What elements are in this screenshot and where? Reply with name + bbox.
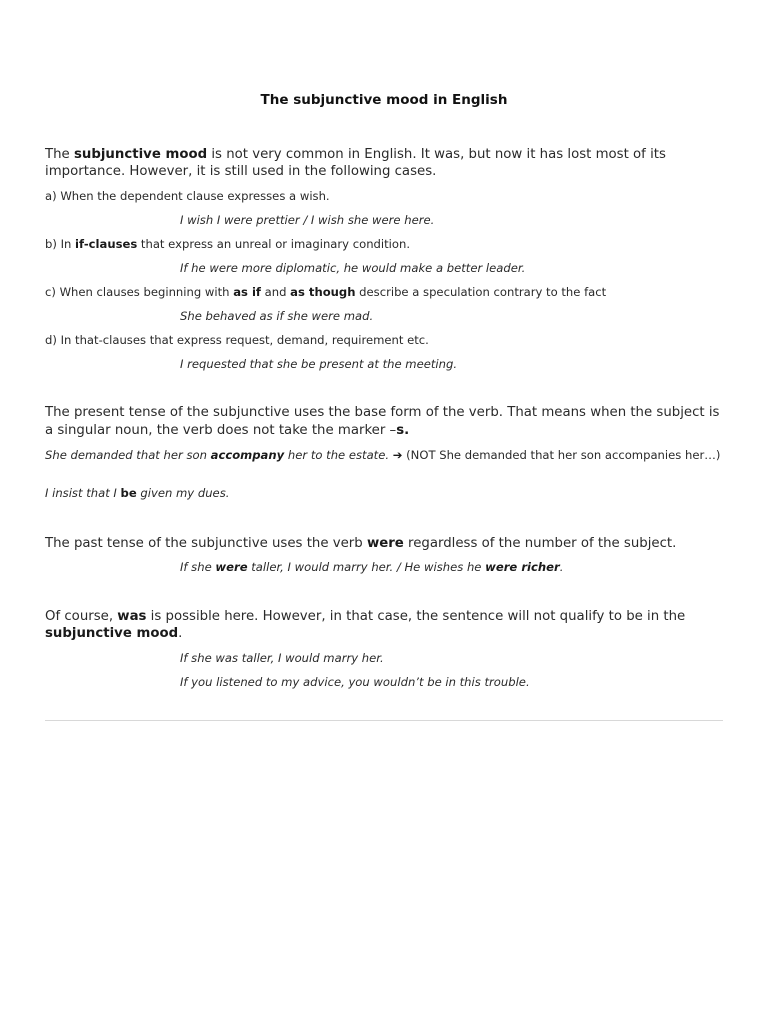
arrow-icon: ➔ xyxy=(392,448,403,462)
past-example xyxy=(180,560,740,575)
past-ex-italic-mid: taller, I would marry her. / He wishes he xyxy=(247,560,486,574)
was-bold: was xyxy=(117,609,147,624)
past-text-rest: regardless of the number of the subject. xyxy=(403,536,677,551)
was-bold-subjunctive-mood: subjunctive mood xyxy=(45,626,179,641)
present-tense-paragraph xyxy=(45,404,725,440)
case-c-text-and: and xyxy=(260,285,291,299)
case-b xyxy=(45,237,725,252)
present-ex2-italic-rest: given my dues. xyxy=(136,486,230,500)
case-c-text-rest: describe a speculation contrary to the fact xyxy=(355,285,607,299)
past-tense-paragraph xyxy=(45,535,725,552)
present-ex1-italic: She demanded that her son xyxy=(45,448,211,462)
intro-bold-term: subjunctive mood xyxy=(73,147,208,162)
intro-text-rest: is not very common in English. It was, but now it has lost most of its importance. However, it is still used in the following cases. xyxy=(45,147,666,179)
intro-paragraph xyxy=(45,146,725,180)
past-ex-italic: If she xyxy=(180,560,216,574)
past-ex-italic-end: . xyxy=(559,560,564,574)
present-ex1-bold: accompany xyxy=(210,448,285,462)
was-example-1: If she was taller, I would marry her. xyxy=(180,651,384,665)
was-paragraph xyxy=(45,608,725,642)
case-d: d) In that-clauses that express request, demand, requirement etc. xyxy=(45,333,429,347)
case-c xyxy=(45,285,725,300)
present-text: The present tense of the subjunctive uses the base form of the verb. That means when the subject is a singular noun, the verb does not take the marker – xyxy=(45,405,720,438)
was-text-end: . xyxy=(178,626,183,641)
case-d-example: I requested that she be present at the meeting. xyxy=(180,357,457,371)
case-c-text: c) When clauses beginning with xyxy=(45,285,234,299)
horizontal-divider xyxy=(45,720,723,721)
case-b-example: If he were more diplomatic, he would make a better leader. xyxy=(180,261,526,275)
case-c-example: She behaved as if she were mad. xyxy=(180,309,374,323)
past-text: The past tense of the subjunctive uses the verb xyxy=(45,536,367,551)
past-ex-bold-were-richer: were richer xyxy=(485,560,560,574)
present-example-2 xyxy=(45,486,725,501)
case-c-bold-as-if: as if xyxy=(233,285,261,299)
present-ex2-bold: be xyxy=(120,486,137,500)
present-ex2-italic: I insist that I xyxy=(45,486,121,500)
case-b-text-rest: that express an unreal or imaginary condition. xyxy=(137,237,411,251)
present-ex1-note: (NOT She demanded that her son accompanies her…) xyxy=(402,448,721,462)
past-bold-were: were xyxy=(366,536,404,551)
case-a-example: I wish I were prettier / I wish she were here. xyxy=(180,213,435,227)
intro-text: The xyxy=(45,147,74,162)
present-bold-marker: s. xyxy=(396,423,410,438)
present-ex1-italic-rest: her to the estate. xyxy=(284,448,393,462)
was-text: Of course, xyxy=(45,609,118,624)
present-example-1 xyxy=(45,448,725,463)
was-example-2: If you listened to my advice, you wouldn’t be in this trouble. xyxy=(180,675,530,689)
past-ex-bold-were: were xyxy=(215,560,248,574)
case-b-text: b) In xyxy=(45,237,76,251)
case-a: a) When the dependent clause expresses a wish. xyxy=(45,189,330,203)
case-b-bold: if-clauses xyxy=(75,237,138,251)
was-text-mid: is possible here. However, in that case, the sentence will not qualify to be in the xyxy=(146,609,686,624)
page-title: The subjunctive mood in English xyxy=(260,92,508,108)
case-c-bold-as-though: as though xyxy=(290,285,356,299)
